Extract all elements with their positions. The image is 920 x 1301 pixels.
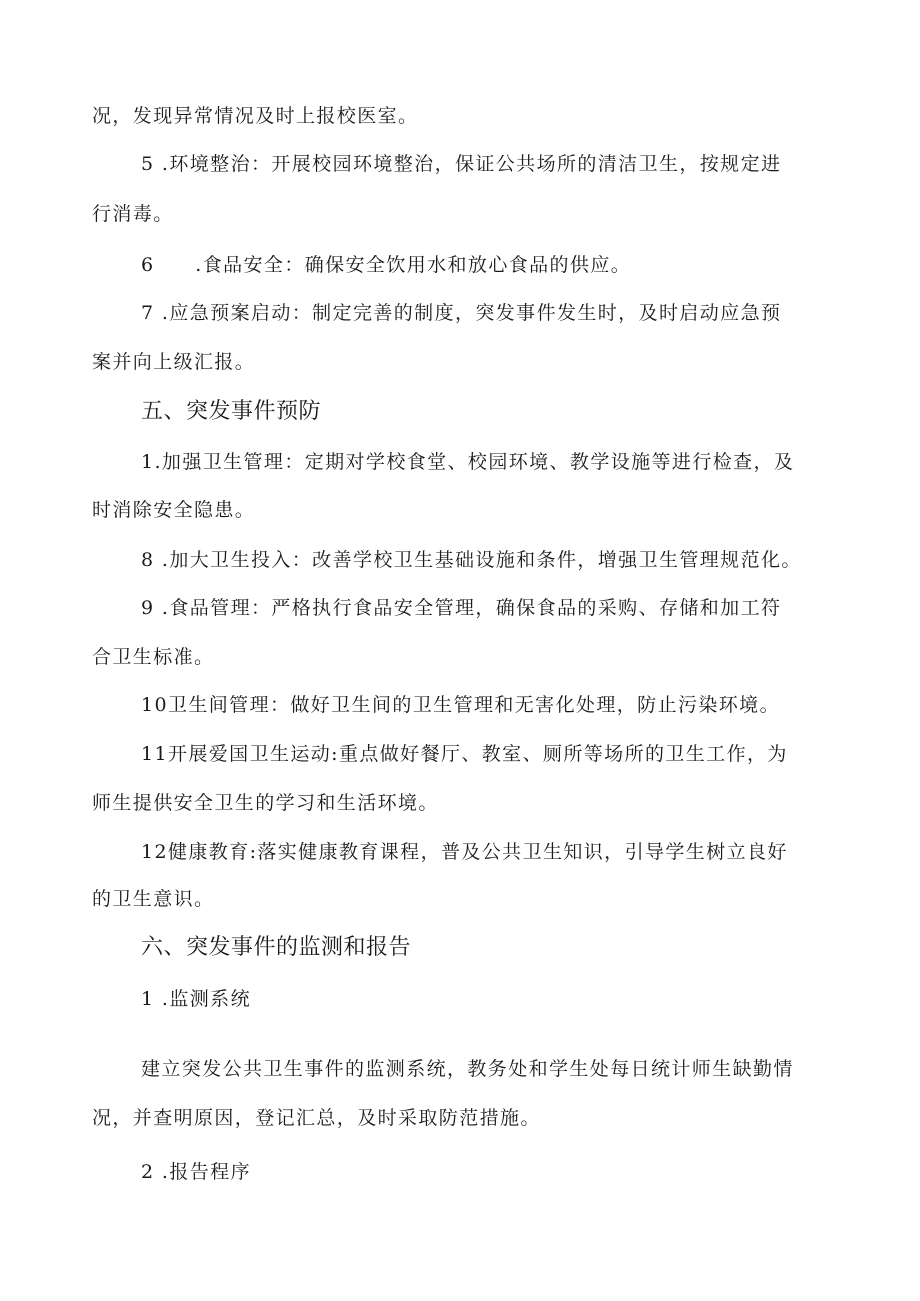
section-heading-5: 五、突发事件预防 (141, 399, 322, 424)
body-text-line: 况，并查明原因，登记汇总，及时采取防范措施。 (92, 1107, 541, 1129)
body-text-line: 案并向上级汇报。 (92, 351, 256, 373)
list-item-7: 7 .应急预案启动：制定完善的制度，突发事件发生时，及时启动应急预 (141, 302, 782, 324)
body-text-line: 建立突发公共卫生事件的监测系统，教务处和学生处每日统计师生缺勤情 (141, 1058, 794, 1080)
body-text-line: 行消毒。 (92, 203, 174, 225)
body-text-line: 师生提供安全卫生的学习和生活环境。 (92, 792, 439, 814)
list-item-8: 8 .加大卫生投入：改善学校卫生基础设施和条件，增强卫生管理规范化。 (141, 549, 802, 571)
body-text-line: 的卫生意识。 (92, 888, 215, 910)
subsection-reporting: 2 .报告程序 (141, 1161, 251, 1183)
list-item-11: 11开展爱国卫生运动:重点做好餐厅、教室、厕所等场所的卫生工作，为 (141, 743, 788, 765)
subsection-monitoring: 1 .监测系统 (141, 988, 251, 1010)
list-item-1: 1.加强卫生管理：定期对学校食堂、校园环境、教学设施等进行检查，及 (141, 451, 795, 473)
list-item-9: 9 .食品管理：严格执行食品安全管理，确保食品的采购、存储和加工符 (141, 597, 782, 619)
list-item-5: 5 .环境整治：开展校园环境整治，保证公共场所的清洁卫生，按规定进 (141, 153, 782, 175)
list-item-10: 10卫生间管理：做好卫生间的卫生管理和无害化处理，防止污染环境。 (141, 694, 780, 716)
section-heading-6: 六、突发事件的监测和报告 (141, 935, 412, 960)
list-item-6: 6 .食品安全：确保安全饮用水和放心食品的供应。 (141, 254, 632, 276)
body-text-line: 合卫生标准。 (92, 646, 215, 668)
body-text-line: 时消除安全隐患。 (92, 499, 256, 521)
body-text-line: 况，发现异常情况及时上报校医室。 (92, 105, 419, 127)
list-item-12: 12健康教育:落实健康教育课程，普及公共卫生知识，引导学生树立良好 (141, 841, 788, 863)
